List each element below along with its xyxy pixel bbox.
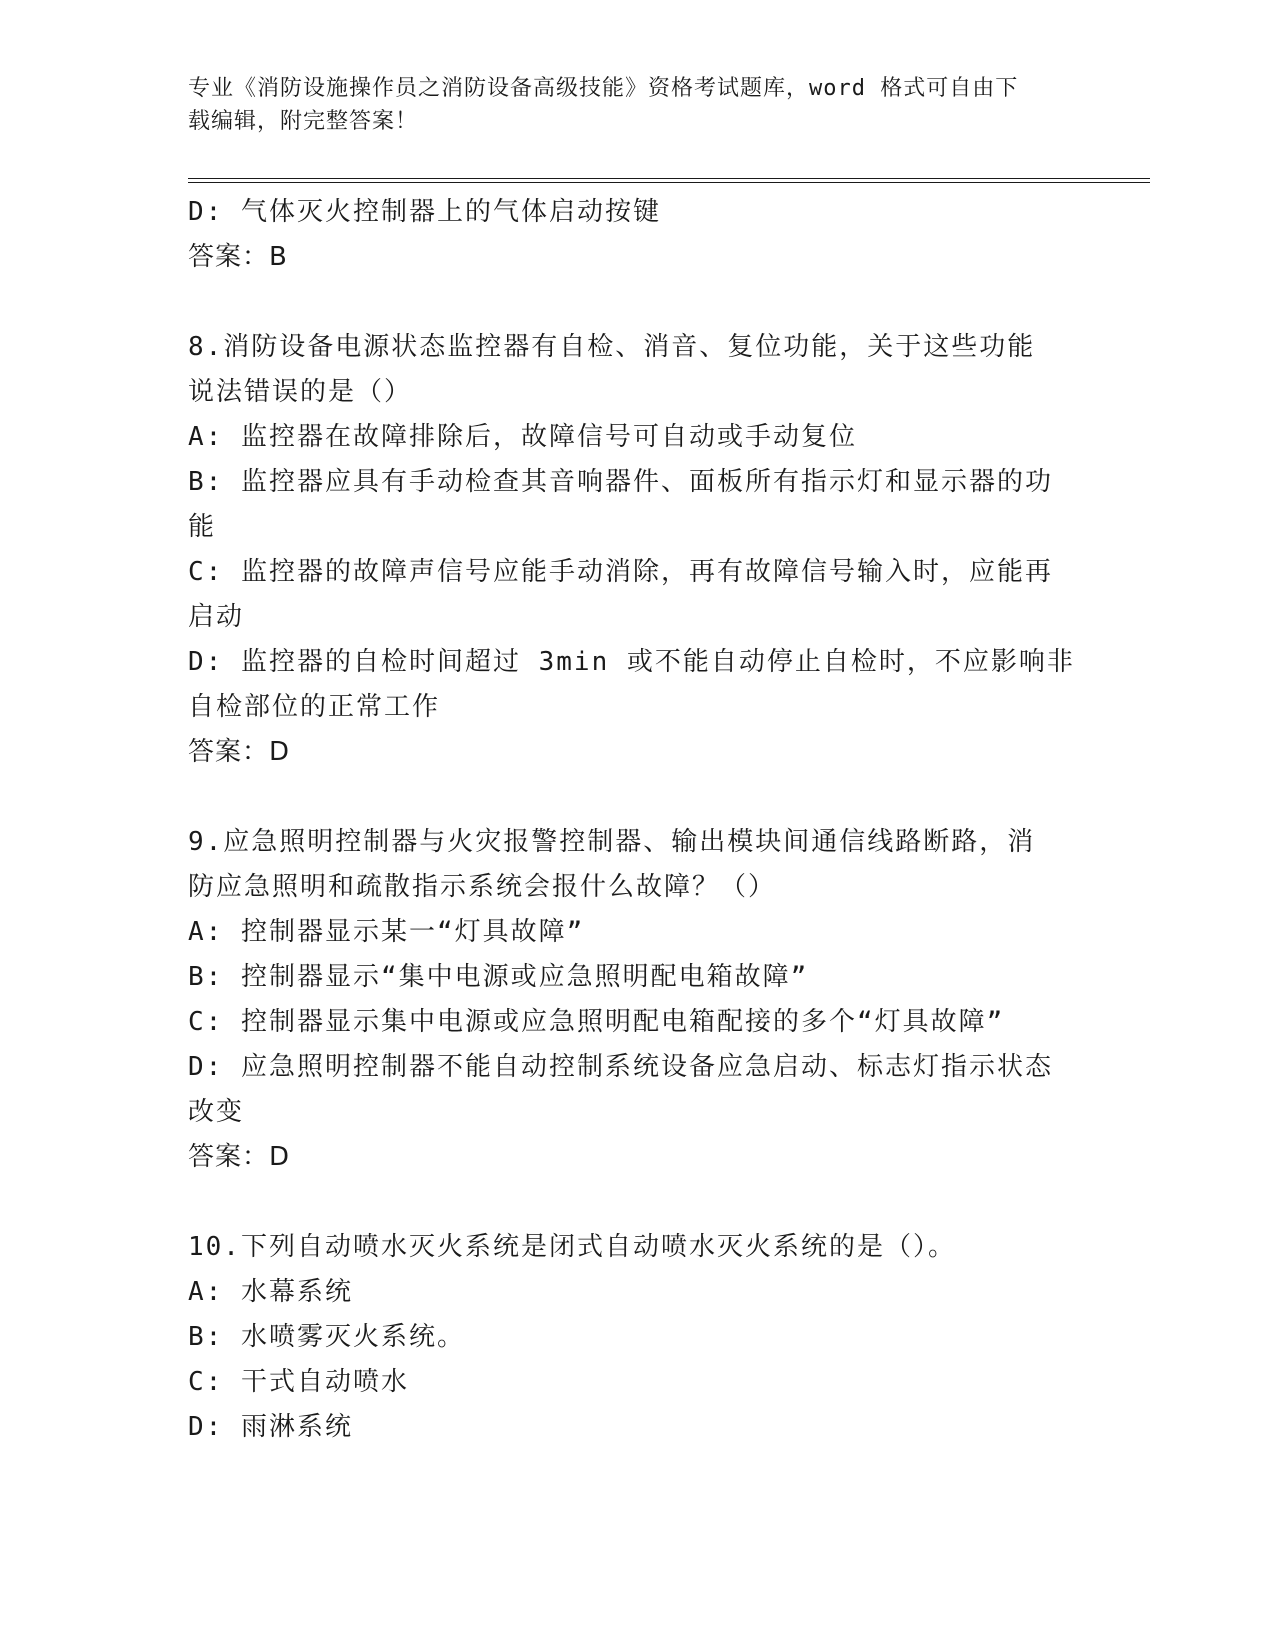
option-b-continued: 能 [188, 512, 217, 542]
option-d-continued: 自检部位的正常工作 [188, 692, 441, 722]
answer: 答案：D [188, 1142, 291, 1172]
document-header [188, 72, 1078, 138]
option-c: C: 干式自动喷水 [188, 1367, 409, 1397]
spacer [188, 280, 1088, 325]
option-c-continued: 启动 [188, 602, 245, 632]
option-b: B: 水喷雾灭火系统。 [188, 1322, 465, 1352]
document-body [188, 190, 1088, 1450]
option-a: A: 控制器显示某一“灯具故障” [188, 917, 585, 947]
question-9 [188, 820, 1088, 1180]
answer: 答案：D [188, 737, 291, 767]
option-d: D: 应急照明控制器不能自动控制系统设备应急启动、标志灯指示状态 [188, 1052, 1053, 1082]
question-stem-continued: 说法错误的是（） [188, 377, 413, 407]
question-stem: 10.下列自动喷水灭火系统是闭式自动喷水灭火系统的是（）。 [188, 1232, 956, 1262]
header-line-1: 专业《消防设施操作员之消防设备高级技能》资格考试题库，word 格式可自由下 [188, 76, 1019, 101]
option-b: B: 监控器应具有手动检查其音响器件、面板所有指示灯和显示器的功 [188, 467, 1053, 497]
header-line-2: 载编辑，附完整答案！ [188, 109, 419, 134]
option-b: B: 控制器显示“集中电源或应急照明配电箱故障” [188, 962, 809, 992]
previous-question-tail [188, 190, 1088, 280]
question-stem-continued: 防应急照明和疏散指示系统会报什么故障？（） [188, 872, 777, 902]
header-divider-top [188, 178, 1150, 179]
option-d: D: 监控器的自检时间超过 3min 或不能自动停止自检时，不应影响非 [188, 647, 1075, 677]
question-8 [188, 325, 1088, 775]
answer: 答案：B [188, 242, 288, 272]
spacer [188, 1180, 1088, 1225]
option-d-continued: 改变 [188, 1097, 245, 1127]
option-c: C: 控制器显示集中电源或应急照明配电箱配接的多个“灯具故障” [188, 1007, 1005, 1037]
option-d: D: 气体灭火控制器上的气体启动按键 [188, 197, 661, 227]
option-c: C: 监控器的故障声信号应能手动消除，再有故障信号输入时，应能再 [188, 557, 1053, 587]
spacer [188, 775, 1088, 820]
question-10 [188, 1225, 1088, 1450]
option-a: A: 水幕系统 [188, 1277, 353, 1307]
question-stem: 8.消防设备电源状态监控器有自检、消音、复位功能，关于这些功能 [188, 332, 1036, 362]
option-d: D: 雨淋系统 [188, 1412, 353, 1442]
header-divider-bottom [188, 182, 1150, 183]
option-a: A: 监控器在故障排除后，故障信号可自动或手动复位 [188, 422, 857, 452]
question-stem: 9.应急照明控制器与火灾报警控制器、输出模块间通信线路断路，消 [188, 827, 1036, 857]
